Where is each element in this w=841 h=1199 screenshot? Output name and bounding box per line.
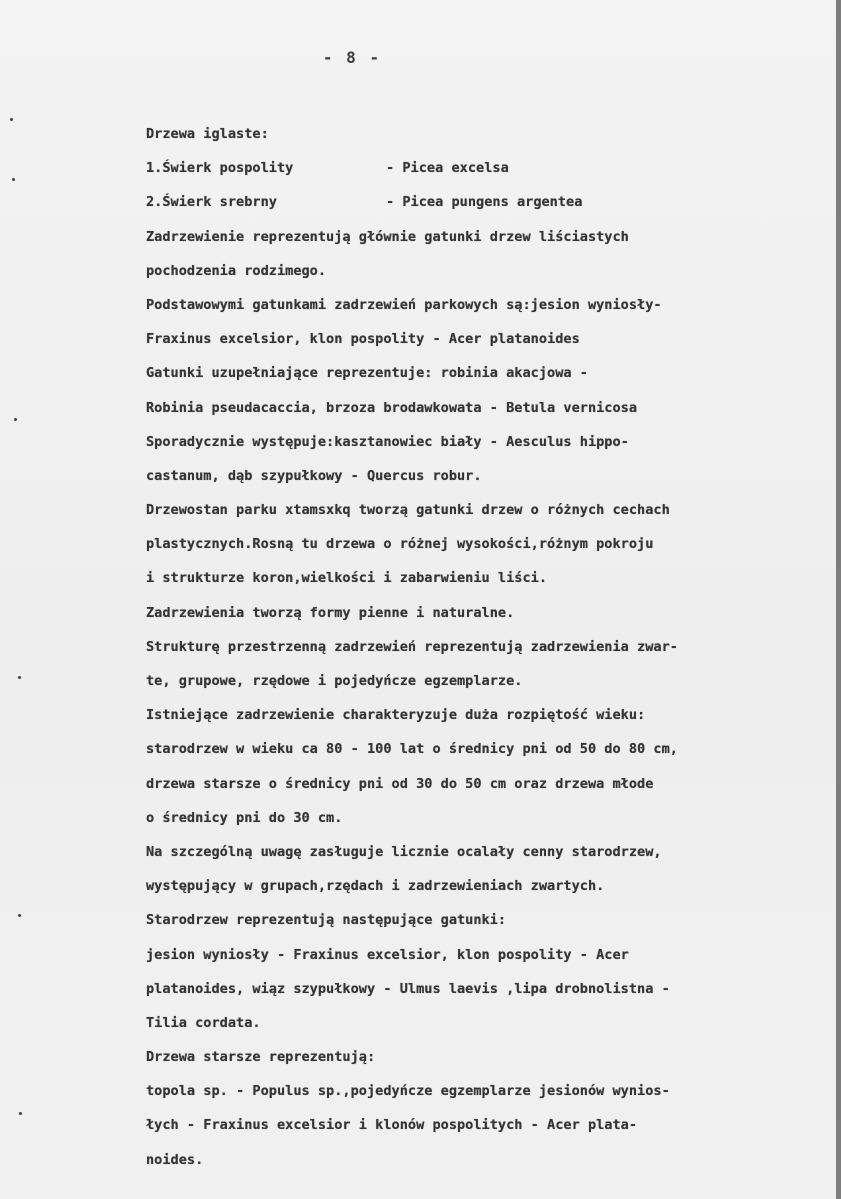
- text-line: Zadrzewienia tworzą formy pienne i naturalne.: [146, 604, 515, 621]
- text-line: i strukturze koron,wielkości i zabarwieniu liści.: [146, 570, 548, 587]
- text-line: noides.: [146, 1151, 204, 1168]
- species-latin-name: - Picea excelsa: [386, 160, 509, 177]
- species-item: [146, 185, 826, 219]
- text-line: drzewa starsze o średnicy pni od 30 do 50 cm oraz drzewa młode: [146, 775, 654, 792]
- text-line: Drzewostan parku xtamsxkq tworzą gatunki drzew o różnych cechach: [146, 502, 670, 519]
- species-item: [146, 151, 826, 185]
- species-common-name: 2.Świerk srebrny: [146, 194, 277, 211]
- text-line: Strukturę przestrzenną zadrzewień reprezentują zadrzewienia zwar-: [146, 638, 678, 655]
- text-line: Podstawowymi gatunkami zadrzewień parkowych są:jesion wyniosły-: [146, 296, 662, 313]
- margin-mark: [10, 118, 13, 121]
- text-line: łych - Fraxinus excelsior i klonów pospolitych - Acer plata-: [146, 1117, 638, 1134]
- text-line: Robinia pseudacaccia, brzoza brodawkowata - Betula vernicosa: [146, 399, 638, 416]
- text-line: starodrzew w wieku ca 80 - 100 lat o średnicy pni od 50 do 80 cm,: [146, 741, 678, 758]
- text-line: Tilia cordata.: [146, 1014, 261, 1031]
- text-line: Sporadycznie występuje:kasztanowiec biały - Aesculus hippo-: [146, 433, 629, 450]
- text-line: te, grupowe, rzędowe i pojedyńcze egzemplarze.: [146, 673, 523, 689]
- text-line: Na szczególną uwagę zasługuje licznie ocalały cenny starodrzew,: [146, 843, 662, 860]
- page-number: - 8 -: [322, 48, 382, 67]
- text-line: platanoides, wiąz szypułkowy - Ulmus laevis ,lipa drobnolistna -: [146, 980, 670, 997]
- text-line: pochodzenia rodzimego.: [146, 262, 327, 279]
- margin-mark: [18, 676, 21, 679]
- text-line: topola sp. - Populus sp.,pojedyńcze egzemplarze jesionów wynios-: [146, 1083, 670, 1100]
- margin-mark: [19, 1112, 22, 1115]
- species-common-name: 1.Świerk pospolity: [146, 160, 294, 177]
- text-line: castanum, dąb szypułkowy - Quercus robur.: [146, 467, 482, 484]
- text-line: Fraxinus excelsior, klon pospolity - Acer platanoides: [146, 331, 580, 348]
- text-line: jesion wyniosły - Fraxinus excelsior, klon pospolity - Acer: [146, 946, 629, 963]
- species-latin-name: - Picea pungens argentea: [386, 194, 583, 211]
- page-edge-shadow: [836, 0, 841, 1199]
- text-line: Zadrzewienie reprezentują głównie gatunki drzew liściastych: [146, 228, 629, 245]
- text-line: plastycznych.Rosną tu drzewa o różnej wysokości,różnym pokroju: [146, 536, 654, 553]
- text-line: występujący w grupach,rzędach i zadrzewieniach zwartych.: [146, 878, 605, 895]
- margin-mark: [12, 178, 15, 181]
- text-line: Gatunki uzupełniające reprezentuje: robinia akacjowa -: [146, 365, 588, 382]
- text-line: Starodrzew reprezentują następujące gatunki:: [146, 912, 507, 929]
- text-line: Drzewa starsze reprezentują:: [146, 1049, 376, 1066]
- text-line: Istniejące zadrzewienie charakteryzuje duża rozpiętość wieku:: [146, 707, 646, 724]
- text-line: o średnicy pni do 30 cm.: [146, 809, 343, 826]
- margin-mark: [18, 914, 21, 917]
- document-body: [146, 117, 826, 1177]
- margin-mark: [14, 418, 17, 421]
- text-line: Drzewa iglaste:: [146, 126, 269, 142]
